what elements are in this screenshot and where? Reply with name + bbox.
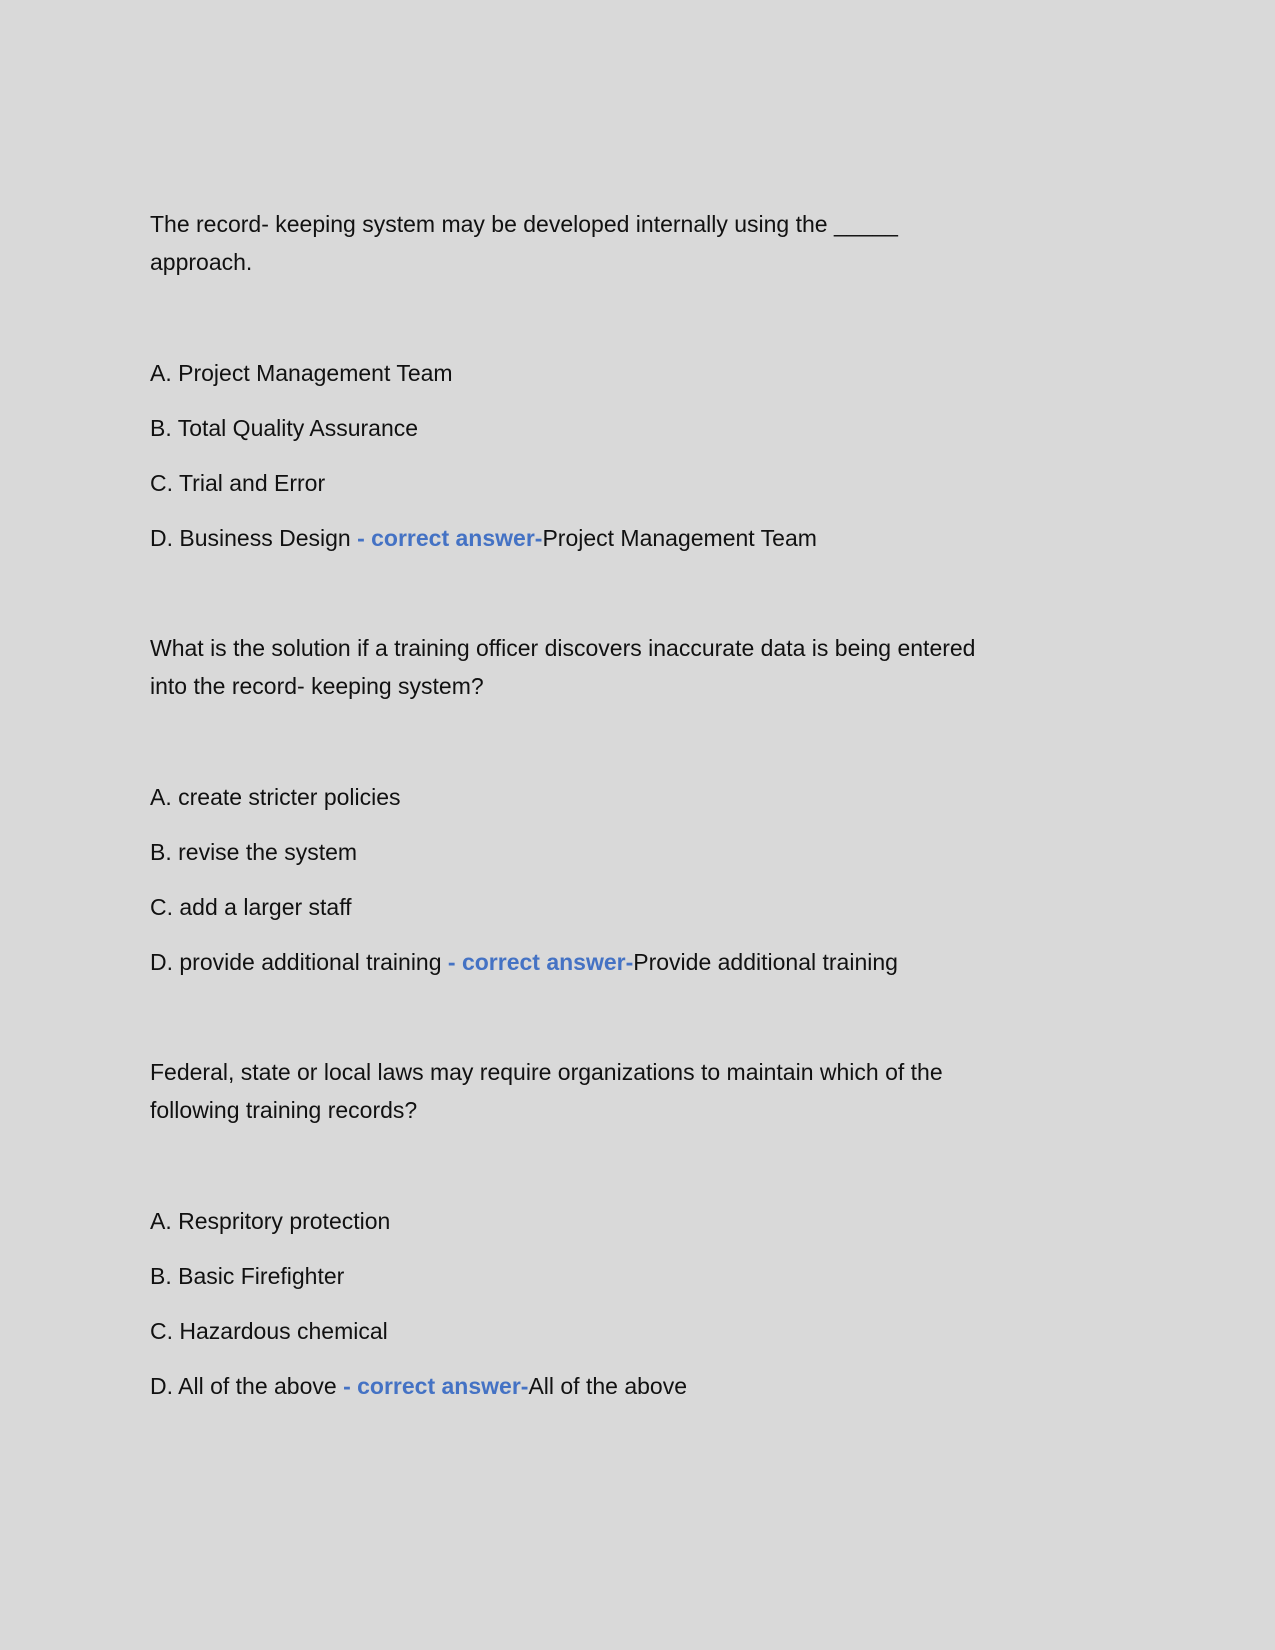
question-2-line-1: What is the solution if a training officer discovers inaccurate data is being entered [150,635,976,661]
question-3-answer: All of the above [528,1373,687,1399]
question-3-option-a: A. Respritory protection [150,1208,391,1234]
question-3-line-2: following training records? [150,1097,418,1123]
question-2-option-d-row [150,947,898,977]
question-3-option-b: B. Basic Firefighter [150,1263,345,1289]
question-2-option-c: C. add a larger staff [150,894,352,920]
question-1-option-d-row [150,523,817,553]
question-1-line-1: The record- keeping system may be developed internally using the _____ [150,211,898,237]
question-1-option-d: D. Business Design [150,525,358,551]
question-2-option-b: B. revise the system [150,839,358,865]
question-1-option-b: B. Total Quality Assurance [150,415,419,441]
question-2-line-2: into the record- keeping system? [150,673,484,699]
question-2-option-a: A. create stricter policies [150,784,401,810]
question-3-option-d-row [150,1371,687,1401]
question-3-line-1: Federal, state or local laws may require organizations to maintain which of the [150,1059,943,1085]
question-1-option-c: C. Trial and Error [150,470,326,496]
correct-answer-label: - correct answer- [357,525,543,551]
question-3-option-c: C. Hazardous chemical [150,1318,388,1344]
question-2-option-d: D. provide additional training [150,949,448,975]
question-1-line-2: approach. [150,249,253,275]
question-1-option-a: A. Project Management Team [150,360,453,386]
question-2-answer: Provide additional training [633,949,898,975]
correct-answer-label: - correct answer- [447,949,634,975]
question-3-option-d: D. All of the above [150,1373,344,1399]
correct-answer-label: - correct answer- [343,1373,529,1399]
question-1-answer: Project Management Team [542,525,817,551]
